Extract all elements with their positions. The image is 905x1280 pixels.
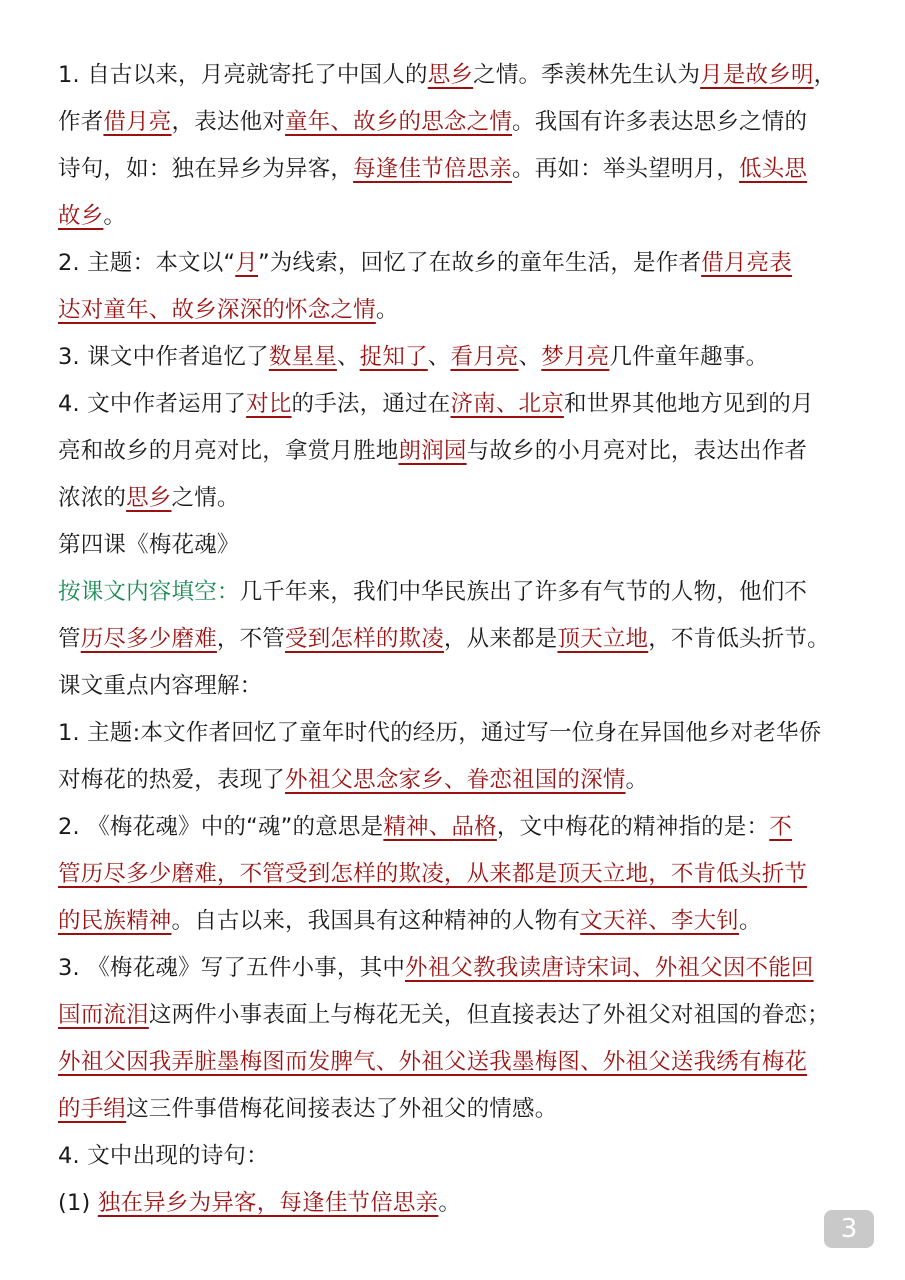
text-line: [58, 898, 858, 945]
text-segment: 之情。季羡林先生认为: [473, 62, 701, 88]
answer-underlined: 对比: [246, 391, 292, 417]
section-heading: [58, 663, 858, 710]
text-segment: 与故乡的小月亮对比，表达出作者: [466, 438, 808, 464]
text-segment: 、: [336, 344, 360, 370]
text-line: [58, 1039, 858, 1086]
answer-underlined: 月: [235, 250, 258, 276]
page-number-badge: [824, 1210, 874, 1248]
text-segment: ”为线索，回忆了在故乡的童年生活，是作者: [257, 250, 702, 276]
text-line: [58, 334, 858, 381]
text-line: [58, 945, 858, 992]
text-segment: 1. 自古以来，月亮就寄托了中国人的: [58, 62, 428, 88]
text-line: [58, 757, 858, 804]
text-segment: 作者: [58, 109, 104, 135]
answer-underlined: 的手绢: [58, 1096, 127, 1122]
text-segment: 2. 主题：本文以“: [58, 250, 236, 276]
text-segment: 4. 文中作者运用了: [58, 391, 247, 417]
answer-underlined: 达对童年、故乡深深的怀念之情: [58, 297, 376, 323]
answer-underlined: 受到怎样的欺凌: [285, 626, 444, 652]
text-segment: (1): [58, 1190, 98, 1216]
inline-heading: 按课文内容填空：: [58, 579, 240, 605]
text-segment: 、: [518, 344, 542, 370]
text-segment: 几千年来，我们中华民族出了许多有气节的人物，他们不: [239, 579, 808, 605]
text-segment: 管: [58, 626, 81, 652]
answer-underlined: 外祖父因我弄脏墨梅图而发脾气、外祖父送我墨梅图、外祖父送我绣有梅花: [58, 1049, 808, 1075]
answer-underlined: 不: [769, 814, 792, 840]
text-segment: ，不肯低头折节。: [648, 626, 830, 652]
answer-underlined: 管历尽多少磨难，不管受到怎样的欺凌，从来都是顶天立地，不肯低头折节: [58, 861, 808, 887]
page-number: 3: [840, 1214, 858, 1244]
answer-underlined: 低头思: [739, 156, 808, 182]
text-line: [58, 52, 858, 99]
answer-underlined: 精神、品格: [383, 814, 497, 840]
answer-underlined: 外祖父教我读唐诗宋词、外祖父因不能回: [405, 955, 814, 981]
text-segment: ，不管: [216, 626, 286, 652]
text-segment: 3. 《梅花魂》写了五件小事，其中: [58, 955, 406, 981]
text-segment: 的手法，通过在: [291, 391, 451, 417]
text-line: [58, 804, 858, 851]
answer-underlined: 思乡: [427, 62, 474, 88]
text-segment: 课文重点内容理解：: [58, 673, 263, 699]
text-line: [58, 569, 858, 616]
answer-underlined: 借月亮表: [701, 250, 792, 276]
text-segment: 。: [625, 767, 649, 793]
text-line: [58, 240, 858, 287]
text-segment: 4. 文中出现的诗句：: [58, 1143, 269, 1169]
text-segment: 这两件小事表面上与梅花无关，但直接表达了外祖父对祖国的眷恋；: [148, 1002, 830, 1028]
text-segment: 。: [438, 1190, 462, 1216]
answer-underlined: 看月亮: [450, 344, 519, 370]
text-segment: 。再如：举头望明月，: [512, 156, 740, 182]
text-line: [58, 381, 858, 428]
text-line: [58, 1086, 858, 1133]
text-segment: 。自古以来，我国具有这种精神的人物有: [171, 908, 581, 934]
text-segment: 。: [375, 297, 399, 323]
answer-underlined: 独在异乡为异客，每逢佳节倍思亲: [97, 1190, 439, 1216]
text-segment: 和世界其他地方见到的月: [563, 391, 814, 417]
text-line: [58, 1180, 858, 1227]
text-line: [58, 1133, 858, 1180]
answer-underlined: 国而流泪: [58, 1002, 149, 1028]
answer-underlined: 梦月亮: [541, 344, 610, 370]
text-line: [58, 710, 858, 757]
text-segment: 。: [103, 203, 127, 229]
answer-underlined: 朗润园: [398, 438, 467, 464]
text-segment: 。: [739, 908, 762, 934]
text-line: [58, 616, 858, 663]
answer-underlined: 外祖父思念家乡、眷恋祖国的深情: [285, 767, 626, 793]
answer-underlined: 历尽多少磨难: [80, 626, 217, 652]
text-segment: 这三件事借梅花间接表达了外祖父的情感。: [126, 1096, 558, 1122]
answer-underlined: 济南、北京: [450, 391, 564, 417]
text-segment: ，表达他对: [171, 109, 286, 135]
answer-underlined: 思乡: [126, 485, 172, 511]
text-segment: 、: [427, 344, 451, 370]
text-segment: ，: [813, 62, 837, 88]
text-line: [58, 146, 858, 193]
text-segment: ，文中梅花的精神指的是：: [496, 814, 770, 840]
text-segment: 浓浓的: [58, 485, 127, 511]
answer-underlined: 每逢佳节倍思亲: [353, 156, 513, 182]
answer-underlined: 月是故乡明: [700, 62, 814, 88]
answer-underlined: 数星星: [268, 344, 337, 370]
text-line: [58, 428, 858, 475]
answer-underlined: 文天祥、李大钊: [580, 908, 740, 934]
text-segment: 亮和故乡的月亮对比，拿赏月胜地: [58, 438, 399, 464]
text-line: [58, 992, 858, 1039]
text-line: [58, 99, 858, 146]
text-line: [58, 193, 858, 240]
text-segment: 1. 主题:本文作者回忆了童年时代的经历，通过写一位身在异国他乡对老华侨: [58, 720, 822, 746]
text-segment: 诗句，如：独在异乡为异客，: [58, 156, 354, 182]
text-segment: 几件童年趣事。: [609, 344, 769, 370]
answer-underlined: 的民族精神: [58, 908, 172, 934]
text-segment: 2. 《梅花魂》中的“魂”的意思是: [58, 814, 384, 840]
answer-underlined: 顶天立地: [557, 626, 649, 652]
answer-underlined: 故乡: [58, 203, 104, 229]
text-segment: 第四课《梅花魂》: [58, 532, 240, 558]
text-segment: 对梅花的热爱，表现了: [58, 767, 286, 793]
answer-underlined: 借月亮: [103, 109, 172, 135]
document-body: [58, 52, 858, 1227]
section-heading: [58, 522, 858, 569]
answer-underlined: 捉知了: [359, 344, 428, 370]
text-line: [58, 287, 858, 334]
text-segment: 之情。: [171, 485, 240, 511]
text-line: [58, 851, 858, 898]
answer-underlined: 童年、故乡的思念之情: [285, 109, 513, 135]
text-line: [58, 475, 858, 522]
text-segment: ，从来都是: [443, 626, 558, 652]
text-segment: 。我国有许多表达思乡之情的: [512, 109, 808, 135]
text-segment: 3. 课文中作者追忆了: [58, 344, 269, 370]
